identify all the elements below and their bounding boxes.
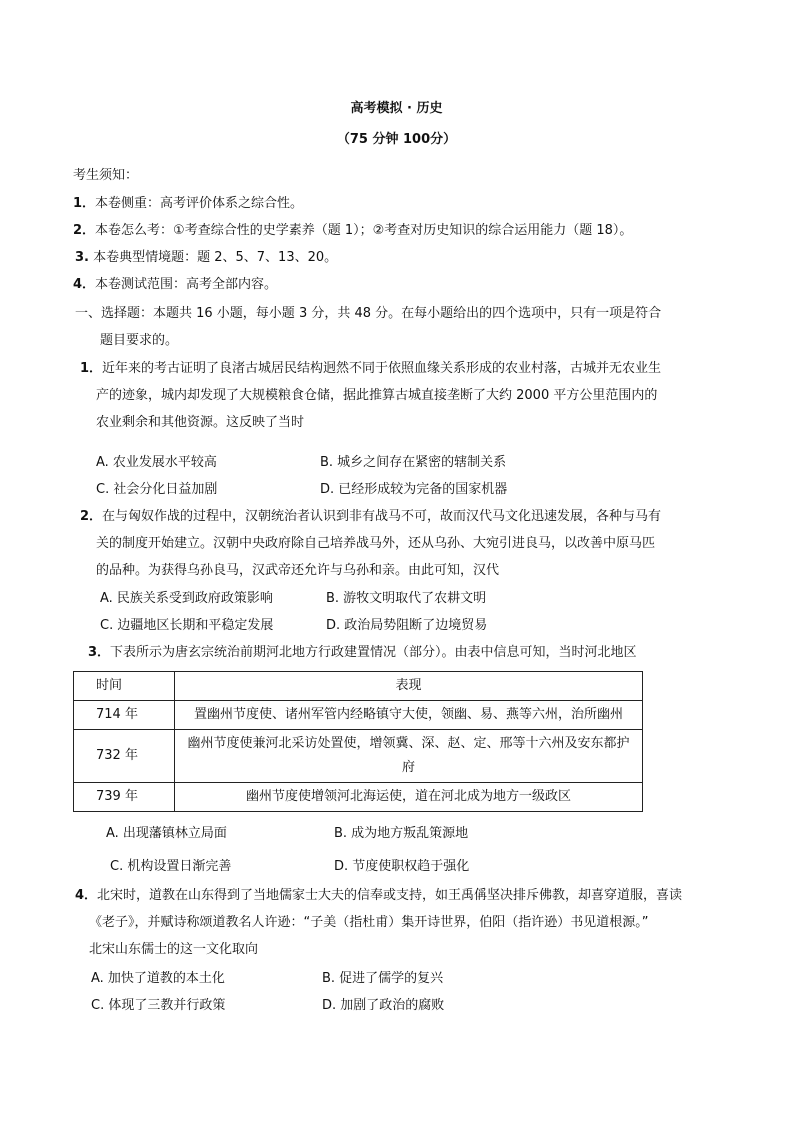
table-cell-detail — [175, 783, 643, 812]
q1-option-d[interactable]: D. 已经形成较为完备的国家机器 — [320, 482, 508, 497]
q1-option-b[interactable]: B. 城乡之间存在紧密的辖制关系 — [320, 455, 507, 470]
table-cell-text: 置幽州节度使、诸州军管内经略镇守大使，领幽、易、燕等六州，治所幽州 — [193, 707, 623, 722]
notice-num: 1． — [73, 196, 96, 211]
notice-item-4 — [73, 276, 277, 294]
q4-stem-line2: 《老子》，并赋诗称颂道教名人许逊：“子美（指杜甫）集开诗世界，伯阳（指许逊）书见道根源。” — [89, 915, 649, 930]
q1-text: 近年来的考古证明了良渚古城居民结构迥然不同于依照血缘关系形成的农业村落，古城并无农业生 — [102, 361, 662, 376]
q3-option-c[interactable]: C. 机构设置日渐完善 — [110, 859, 232, 874]
notice-item-3 — [75, 249, 337, 267]
table-cell-detail — [175, 730, 643, 783]
notice-item-1 — [73, 195, 303, 213]
table-row — [74, 783, 643, 812]
table-cell-text-cont: 府 — [401, 760, 415, 775]
q3-option-a[interactable]: A. 出现藩镇林立局面 — [106, 826, 227, 841]
q2-stem-line2: 关的制度开始建立。汉朝中央政府除自己培养战马外，还从乌孙、大宛引进良马，以改善中原马匹 — [96, 536, 656, 551]
table-header-detail: 表现 — [175, 672, 643, 701]
q2-stem-line1 — [80, 508, 661, 526]
q2-option-b[interactable]: B. 游牧文明取代了农耕文明 — [326, 591, 487, 606]
q1-stem-line2: 产的迹象，城内却发现了大规模粮食仓储，据此推算古城直接垄断了大约 2000 平方公里范围内的 — [96, 388, 658, 403]
notice-text: 本卷典型情境题：题 2、5、7、13、20。 — [88, 250, 338, 265]
notice-heading: 考生须知： — [73, 168, 139, 183]
q4-number: 4． — [75, 888, 98, 903]
section-heading-line1: 一、选择题：本题共 16 小题，每小题 3 分，共 48 分。在每小题给出的四个选项中，只有一项是符合 — [75, 306, 662, 321]
q2-option-d[interactable]: D. 政治局势阻断了边境贸易 — [326, 618, 488, 633]
notice-text: 本卷测试范围：高考全部内容。 — [95, 277, 278, 292]
table-header-row — [74, 672, 643, 701]
admin-table — [73, 671, 643, 812]
table-cell-year: 739 年 — [74, 783, 175, 812]
q2-option-a[interactable]: A. 民族关系受到政府政策影响 — [100, 591, 273, 606]
q4-option-b[interactable]: B. 促进了儒学的复兴 — [322, 971, 444, 986]
table-cell-year: 714 年 — [74, 701, 175, 730]
exam-duration: （75 分钟 100分） — [336, 132, 457, 147]
table-cell-text: 幽州节度使兼河北采访处置使，增领冀、深、赵、定、邢等十六州及安东都护 — [187, 736, 630, 751]
notice-num: 4． — [73, 277, 96, 292]
notice-text: 本卷怎么考：①考查综合性的史学素养（题 1）；②考查对历史知识的综合运用能力（题 18）。 — [95, 223, 633, 238]
notice-num: 2． — [73, 223, 96, 238]
table-cell-detail — [175, 701, 643, 730]
q3-option-b[interactable]: B. 成为地方叛乱策源地 — [334, 826, 469, 841]
table-cell-year: 732 年 — [74, 730, 175, 783]
table-cell-text: 幽州节度使增领河北海运使，道在河北成为地方一级政区 — [245, 789, 571, 804]
q1-stem-line1 — [80, 360, 661, 378]
q4-option-d[interactable]: D. 加剧了政治的腐败 — [322, 998, 445, 1013]
q3-stem — [88, 644, 637, 662]
q2-text: 在与匈奴作战的过程中，汉朝统治者认识到非有战马不可，故而汉代马文化迅速发展，各种与马有 — [102, 509, 662, 524]
table-row — [74, 730, 643, 783]
q1-stem-line3: 农业剩余和其他资源。这反映了当时 — [96, 415, 305, 430]
q1-option-a[interactable]: A. 农业发展水平较高 — [96, 455, 217, 470]
notice-item-2 — [73, 222, 632, 240]
q3-number: 3． — [88, 645, 111, 660]
table-header-time: 时间 — [74, 672, 175, 701]
q4-stem-line3: 北宋山东儒士的这一文化取向 — [89, 942, 259, 957]
exam-title: 高考模拟 · 历史 — [350, 101, 443, 116]
section-heading-line2: 题目要求的。 — [100, 333, 179, 348]
q3-text: 下表所示为唐玄宗统治前期河北地方行政建置情况（部分）。由表中信息可知，当时河北地区 — [110, 645, 637, 660]
q4-option-a[interactable]: A. 加快了道教的本土化 — [91, 971, 225, 986]
notice-num: 3. — [75, 250, 89, 265]
q2-number: 2． — [80, 509, 103, 524]
q3-option-d[interactable]: D. 节度使职权趋于强化 — [334, 859, 470, 874]
table-row — [74, 701, 643, 730]
q1-option-c[interactable]: C. 社会分化日益加剧 — [96, 482, 218, 497]
q4-text: 北宋时，道教在山东得到了当地儒家士大夫的信奉或支持，如王禹偁坚决排斥佛教，却喜穿道服，喜读 — [97, 888, 683, 903]
q1-number: 1． — [80, 361, 103, 376]
q2-option-c[interactable]: C. 边疆地区长期和平稳定发展 — [100, 618, 274, 633]
q4-option-c[interactable]: C. 体现了三教并行政策 — [91, 998, 226, 1013]
q4-stem-line1 — [75, 887, 682, 905]
notice-text: 本卷侧重：高考评价体系之综合性。 — [95, 196, 304, 211]
q2-stem-line3: 的品种。为获得乌孙良马，汉武帝还允许与乌孙和亲。由此可知，汉代 — [96, 563, 500, 578]
